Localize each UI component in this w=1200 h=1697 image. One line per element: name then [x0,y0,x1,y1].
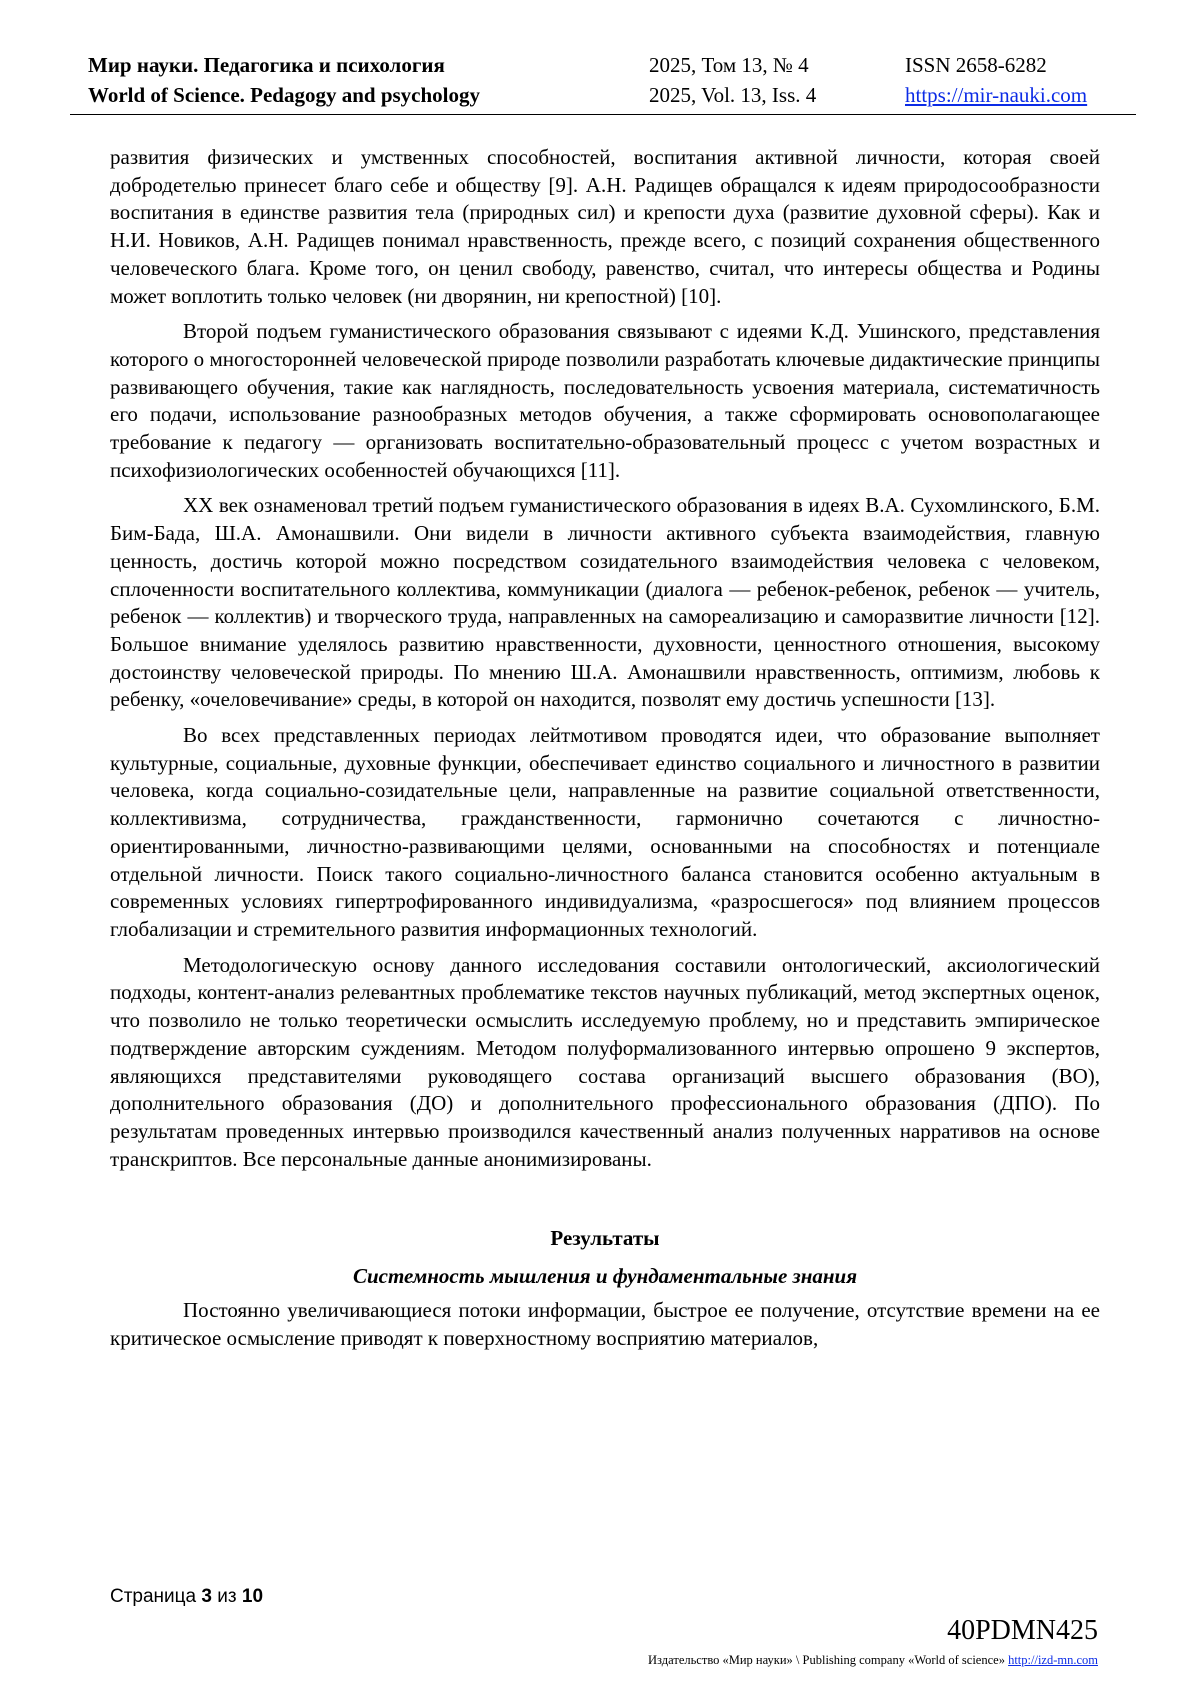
issue-info-ru: 2025, Том 13, № 4 [649,53,809,77]
body-paragraph: Второй подъем гуманистического образования связывают с идеями К.Д. Ушинского, представления которого о многосторонней человеческой природе позволили разработать ключевые дидактические принципы развивающего обучения, такие как наглядность, последовательность усвоения материала, систематичность его подачи, использование разнообразных методов обучения, а также сформировать основополагающее требование к педагогу — организовать воспитательно-образовательный процесс с учетом возрастных и психофизиологических особенностей обучающихся [11]. [110,319,1100,482]
issue-info-block [649,50,816,110]
page-number-current: 3 [201,1586,212,1607]
body-paragraph: Постоянно увеличивающиеся потоки информации, быстрое ее получение, отсутствие времени на ее критическое осмысление приводят к поверхностному восприятию материалов, [110,1298,1100,1351]
section-heading-results: Результаты [550,1226,660,1251]
publisher-link[interactable]: http://izd-mn.com [1008,1653,1098,1667]
article-code: 40PDMN425 [947,1615,1098,1646]
journal-title-en: World of Science. Pedagogy and psychology [88,83,481,107]
page-number [110,1585,263,1609]
page-number-label: Страница [110,1586,197,1607]
page-number-of: из [217,1586,237,1607]
body-paragraph: развития физических и умственных способностей, воспитания активной личности, которая своей добродетелью принесет благо себе и обществу [9]. А.Н. Радищев обращался к идеям природосообразности воспитания в единстве развития тела (природных сил) и крепости духа (развитие духовной сферы). Как и Н.И. Новиков, А.Н. Радищев понимал нравственность, прежде всего, с позиций сохранения общественного человеческого блага. Кроме того, он ценил свободу, равенство, считал, что интересы общества и Родины может воплотить только человек (ни дворянин, ни крепостной) [10]. [110,145,1100,308]
body-paragraph: Методологическую основу данного исследования составили онтологический, аксиологический подходы, контент-анализ релевантных проблематике текстов научных публикаций, метод экспертных оценок, что позволило не только теоретически осмыслить исследуемую проблему, но и представить эмпирическое подтверждение авторским суждениям. Методом полуформализованного интервью опрошено 9 экспертов, являющихся представителями руководящего состава организаций высшего образования (ВО), дополнительного образования (ДО) и дополнительного профессионального образования (ДПО). По результатам проведенных интервью производился качественный анализ полученных нарративов на основе транскриптов. Все персональные данные анонимизированы. [110,952,1100,1171]
issue-info-en: 2025, Vol. 13, Iss. 4 [649,83,817,107]
subsection-heading: Системность мышления и фундаментальные знания [352,1264,858,1289]
issn-block [905,50,1087,110]
article-body [110,144,1100,1361]
issn-number: ISSN 2658-6282 [905,53,1047,77]
publisher-name: Издательство «Мир науки» \ Publishing company «World of science» [648,1653,1005,1667]
page-number-total: 10 [241,1586,264,1607]
journal-website-link[interactable]: https://mir-nauki.com [905,83,1088,107]
page-header [70,50,1136,115]
journal-title-ru: Мир науки. Педагогика и психология [88,53,445,77]
body-paragraph: XX век ознаменовал третий подъем гуманистического образования в идеях В.А. Сухомлинского, Б.М. Бим-Бада, Ш.А. Амонашвили. Они видели в личности активного субъекта взаимодействия, главную ценность, достичь которой можно посредством созидательного взаимодействия человека с человеком, сплоченности воспитательного коллектива, коммуникации (диалога — ребенок-ребенок, ребенок — учитель, ребенок — коллектив) и творческого труда, направленных на самореализацию и саморазвитие личности [12]. Большое внимание уделялось развитию нравственности, духовности, ценностного отношения, высокому достоинству человеческой природы. По мнению Ш.А. Амонашвили нравственность, оптимизм, любовь к ребенку, «очеловечивание» среды, в которой он находится, позволят ему достичь успешности [13]. [110,493,1100,712]
body-paragraph: Во всех представленных периодах лейтмотивом проводятся идеи, что образование выполняет культурные, социальные, духовные функции, обеспечивает единство социального и личностного в развитии человека, когда социально-созидательные цели, направленные на развитие социальной ответственности, коллективизма, сотрудничества, гражданственности, гармонично сочетаются с личностно-ориентированными, личностно-развивающими целями, основанными на способностях и потенциале отдельной личности. Поиск такого социально-личностного баланса становится особенно актуальным в современных условиях гипертрофированного индивидуализма, «разросшегося» под влиянием процессов глобализации и стремительного развития информационных технологий. [110,723,1100,941]
publisher-line [648,1652,1098,1668]
journal-title-block [88,50,480,110]
